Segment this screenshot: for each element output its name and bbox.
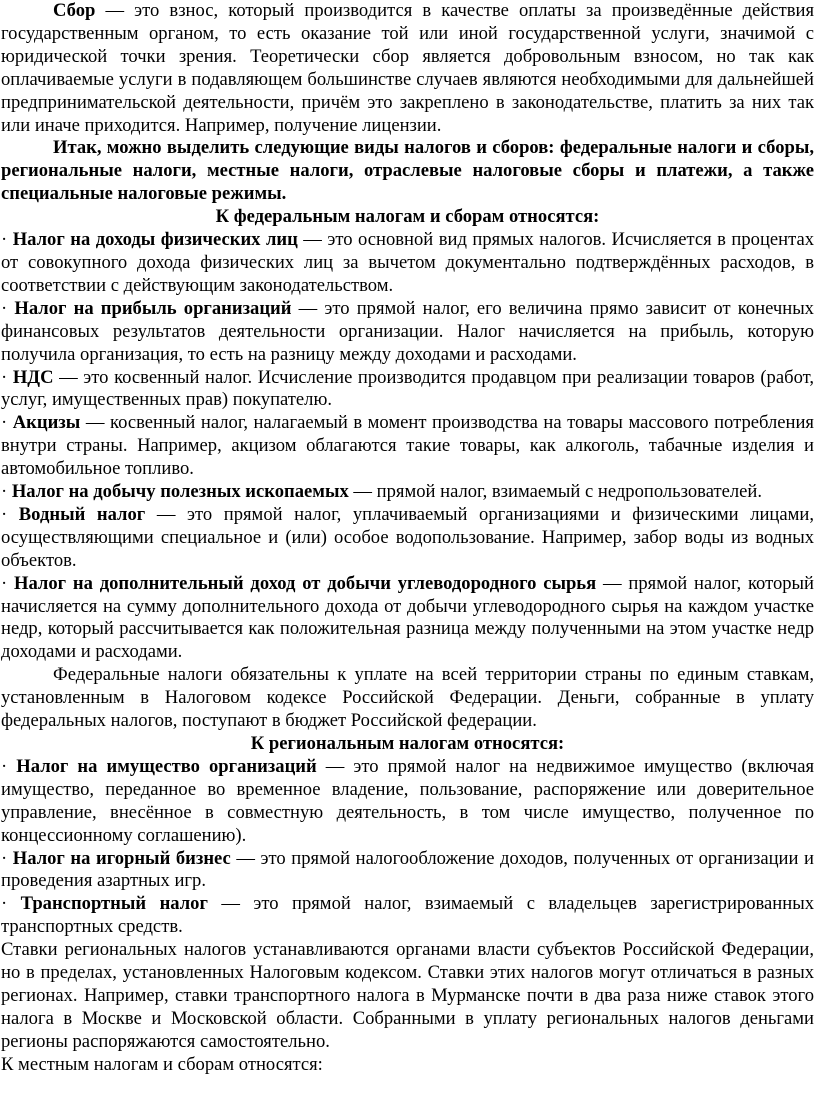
term-sbor: Сбор: [53, 0, 96, 21]
bullet: ·: [1, 503, 19, 525]
text-ndfl: — это основной вид прямых налогов. Исчисляется в процентах от совокупного дохода физических лиц за вычетом документально подтверждённых расходов, в соответствии с действующим законодательством.: [1, 229, 815, 296]
list-item-excise: [1, 412, 814, 481]
term-gambling-tax: Налог на игорный бизнес: [12, 847, 231, 869]
term-excise: Акцизы: [12, 412, 81, 434]
text-mineral-tax: — прямой налог, взимаемый с недропользователей.: [348, 481, 762, 503]
bullet: ·: [1, 412, 13, 434]
text-gambling-tax: — это прямой налогообложение доходов, полученных от организации и проведения азартных игр.: [1, 847, 814, 892]
term-ndfl: Налог на доходы физических лиц: [12, 229, 298, 251]
text-profit-tax: — это прямой налог, его величина прямо зависит от конечных финансовых результатов деятельности организации. Налог начисляется на прибыль, которую получила организация, то есть на разницу между доходами и расходами.: [1, 297, 814, 365]
term-property-tax: Налог на имущество организаций: [16, 755, 317, 777]
paragraph-tax-types: Итак, можно выделить следующие виды налогов и сборов: федеральные налоги и сборы, региональные налоги, местные налоги, отраслевые налоговые сборы и платежи, а также специальные налоговые режимы.: [1, 137, 814, 205]
bullet: ·: [1, 893, 21, 915]
paragraph-local-intro: К местным налогам и сборам относятся:: [1, 1053, 323, 1075]
bullet: ·: [1, 755, 17, 777]
list-item-mineral-tax: [1, 481, 814, 504]
term-mineral-tax: Налог на добычу полезных ископаемых: [11, 481, 349, 503]
list-item-vat: [1, 367, 814, 413]
paragraph-sbor: [1, 0, 814, 137]
text-property-tax: — это прямой налог на недвижимое имущество (включая имущество, переданное во временное владение, пользование, распоряжение или доверительное управление, внесённое в совместную деятельность, в том числе имущество, полученное по концессионному соглашению).: [1, 755, 815, 846]
list-item-gambling-tax: [1, 848, 814, 894]
bullet: ·: [1, 297, 15, 319]
term-transport-tax: Транспортный налог: [20, 893, 208, 915]
list-item-water-tax: [1, 504, 814, 573]
heading-federal-taxes: К федеральным налогам и сборам относятся:: [215, 206, 600, 228]
text-water-tax: — это прямой налог, уплачиваемый организациями и физическими лицами, осуществляющими специальное и (или) особое водопользование. Например, забор воды из водных объектов.: [1, 503, 814, 571]
term-vat: НДС: [12, 366, 54, 388]
term-hydrocarbon-tax: Налог на дополнительный доход от добычи углеводородного сырья: [14, 572, 597, 594]
text-sbor: — это взнос, который производится в качестве оплаты за произведённые действия государственным органом, то есть оказание той или иной государственной услуги, значимой с юридической точки зрения. Теоретически сбор является добровольным взносом, но так как оплачиваемые услуги в подавляющем большинстве случаев являются необходимыми для дальнейшей предпринимательской деятельности, причём это закреплено в законодательстве, платить за них так или иначе приходится. Например, получение лицензии.: [1, 0, 814, 136]
term-water-tax: Водный налог: [18, 503, 146, 525]
bullet: ·: [1, 229, 13, 251]
paragraph-regional-summary: Ставки региональных налогов устанавливаются органами власти субъектов Российской Федерации, но в пределах, установленных Налоговым кодексом. Ставки этих налогов могут отличаться в разных регионах. Например, ставки транспортного налога в Мурманске почти в два раза ниже ставок этого налога в Москве и Московской области. Собранными в уплату региональных налогов деньгами регионы распоряжаются самостоятельно.: [1, 939, 814, 1052]
bullet: ·: [1, 847, 13, 869]
bullet: ·: [1, 572, 14, 594]
list-item-profit-tax: [1, 298, 814, 367]
bullet: ·: [1, 481, 12, 503]
text-hydrocarbon-tax: — прямой налог, который начисляется на сумму дополнительного дохода от добычи углеводородного сырья на каждом участке недр, который рассчитывается как положительная разница между полученными на этом участке недр доходами и расходами.: [1, 572, 814, 663]
heading-regional-taxes: К региональным налогам относятся:: [250, 733, 565, 754]
text-vat: — это косвенный налог. Исчисление производится продавцом при реализации товаров (работ, услуг, имущественных прав) покупателю.: [1, 366, 814, 411]
term-profit-tax: Налог на прибыль организаций: [14, 297, 292, 319]
text-excise: — косвенный налог, налагаемый в момент производства на товары массового потребления внутри страны. Например, акцизом облагаются такие товары, как алкоголь, табачные изделия и автомобильное топливо.: [1, 412, 814, 480]
bullet: ·: [1, 366, 13, 388]
list-item-property-tax: [1, 756, 814, 848]
text-transport-tax: — это прямой налог, взимаемый с владельцев зарегистрированных транспортных средств.: [1, 893, 814, 938]
list-item-transport-tax: [1, 893, 814, 939]
list-item-ndfl: [1, 229, 814, 298]
list-item-hydrocarbon-tax: [1, 573, 814, 665]
paragraph-federal-summary: Федеральные налоги обязательны к уплате на всей территории страны по единым ставкам, установленным в Налоговом кодексе Российской Федерации. Деньги, собранные в уплату федеральных налогов, поступают в бюджет Российской федерации.: [1, 664, 814, 732]
